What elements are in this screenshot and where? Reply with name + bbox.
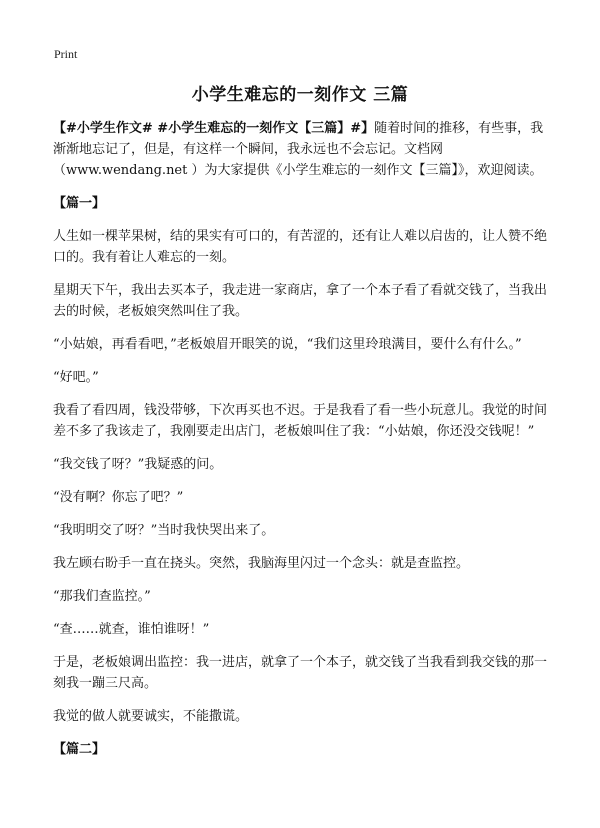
page-title: 小学生难忘的一刻作文 三篇 (191, 85, 409, 105)
paragraph: “好吧。” (53, 370, 99, 385)
paragraph: 人生如一棵苹果树，结的果实有可口的，有苦涩的，还有让人难以启齿的，让人赞不绝口的。我有着让人难忘的一刻。 (53, 229, 548, 265)
paragraph: “没有啊？你忘了吧？” (53, 490, 184, 505)
paragraph: “我交钱了呀？”我疑惑的问。 (53, 457, 223, 472)
paragraph: 我看了看四周，钱没带够，下次再买也不迟。于是我看了看一些小玩意儿。我觉的时间差不多了我该走了，我刚要走出店门，老板娘叫住了我：“小姑娘，你还没交钱呢！” (53, 403, 548, 439)
section-heading-1: 【篇一】 (53, 196, 106, 211)
article-intro (53, 118, 549, 181)
intro-text: 随着时间的推移，有些事，我渐渐地忘记了，但是，有这样一个瞬间，我永远也不会忘记。文档网（www.wendang.net ）为大家提供《小学生难忘的一刻作文【三篇】》，欢迎阅读。 (53, 121, 544, 178)
article-body (53, 118, 549, 772)
print-label[interactable]: Print (54, 47, 78, 61)
intro-tags: 【#小学生作文# #小学生难忘的一刻作文【三篇】#】 (53, 121, 375, 136)
paragraph: “我明明交了呀？”当时我快哭出来了。 (53, 523, 275, 538)
paragraph: 我觉的做人就要诚实，不能撒谎。 (53, 709, 249, 724)
section-heading-2: 【篇二】 (53, 742, 106, 757)
paragraph: 星期天下午，我出去买本子，我走进一家商店，拿了一个本子看了看就交钱了，当我出去的时候，老板娘突然叫住了我。 (53, 283, 548, 319)
paragraph: 于是，老板娘调出监控：我一进店，就拿了一个本子，就交钱了当我看到我交钱的那一刻我一蹦三尺高。 (53, 655, 548, 691)
paragraph: 我左顾右盼手一直在挠头。突然，我脑海里闪过一个念头：就是查监控。 (53, 556, 470, 571)
paragraph: “那我们查监控。” (53, 589, 151, 604)
paragraph: “小姑娘，再看看吧，”老板娘眉开眼笑的说，“我们这里玲琅满目，要什么有什么。” (53, 337, 522, 352)
paragraph: “查……就查，谁怕谁呀！” (53, 622, 210, 637)
